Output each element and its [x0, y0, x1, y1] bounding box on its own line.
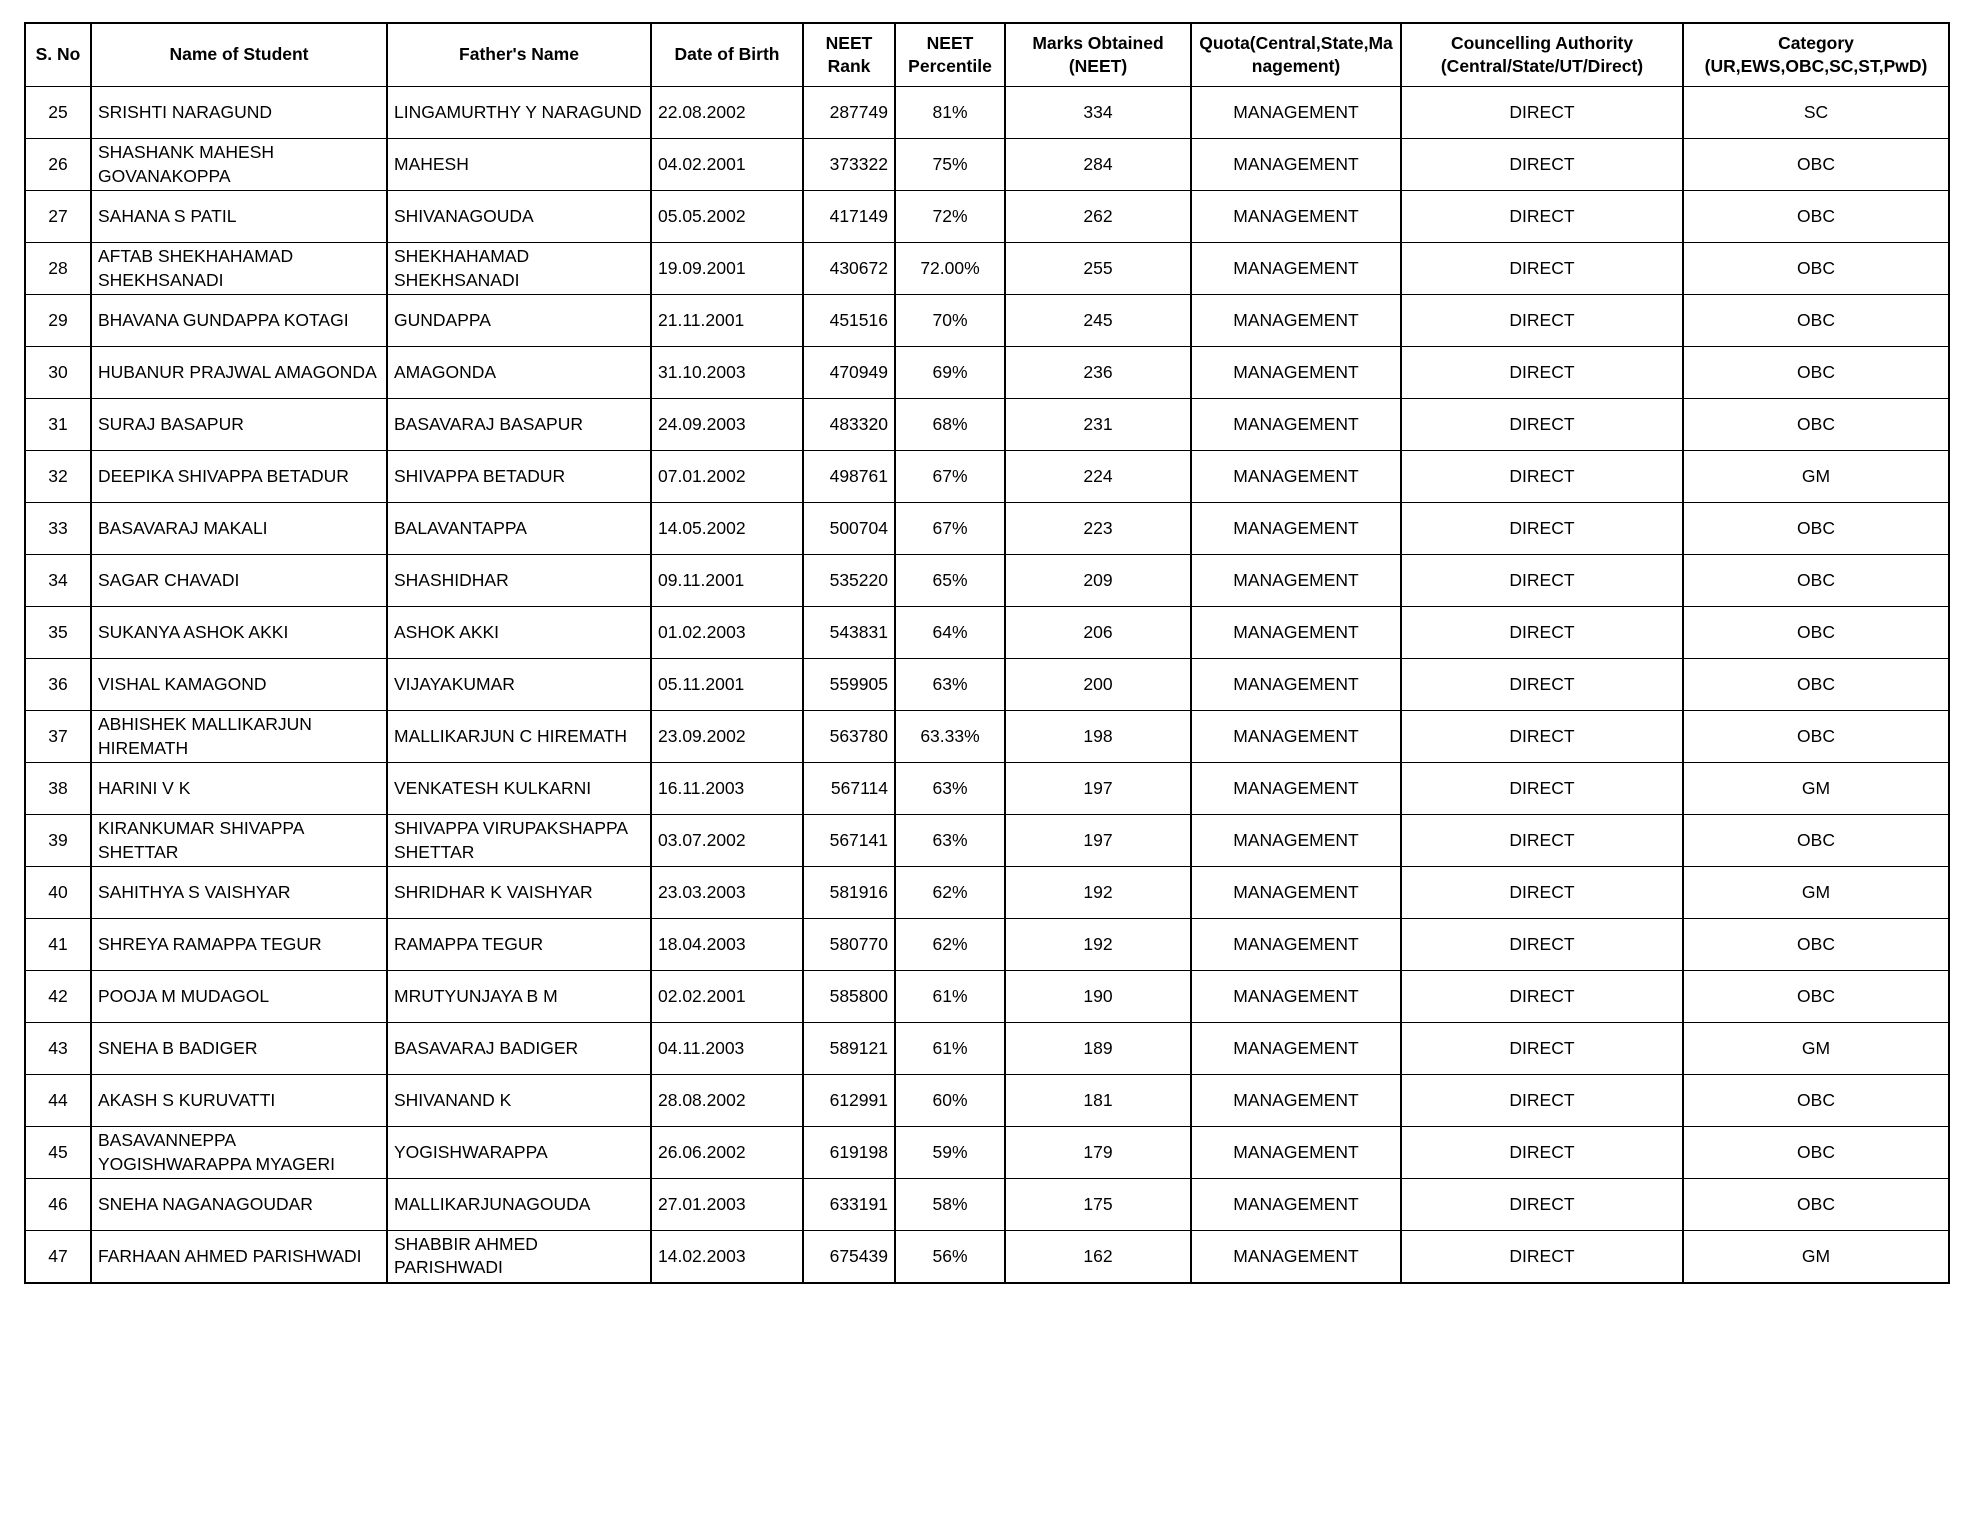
- cell-marks-obtained: 190: [1005, 971, 1191, 1023]
- cell-quota: MANAGEMENT: [1191, 711, 1401, 763]
- cell-neet-rank: 567141: [803, 815, 895, 867]
- cell-neet-rank: 500704: [803, 503, 895, 555]
- cell-marks-obtained: 224: [1005, 451, 1191, 503]
- cell-date-of-birth: 05.05.2002: [651, 191, 803, 243]
- cell-serial-number: 42: [25, 971, 91, 1023]
- column-header-marks-obtained: [1005, 23, 1191, 87]
- cell-serial-number: 32: [25, 451, 91, 503]
- table-header-row: [25, 23, 1949, 87]
- cell-serial-number: 27: [25, 191, 91, 243]
- cell-category: OBC: [1683, 347, 1949, 399]
- cell-category: GM: [1683, 867, 1949, 919]
- column-header-line: Quota(Central,State,Ma: [1199, 32, 1393, 53]
- cell-quota: MANAGEMENT: [1191, 1023, 1401, 1075]
- cell-neet-rank: 535220: [803, 555, 895, 607]
- cell-councelling-authority: DIRECT: [1401, 867, 1683, 919]
- cell-date-of-birth: 26.06.2002: [651, 1127, 803, 1179]
- cell-category: OBC: [1683, 243, 1949, 295]
- cell-serial-number: 25: [25, 87, 91, 139]
- table-row: [25, 763, 1949, 815]
- cell-serial-number: 47: [25, 1231, 91, 1283]
- cell-fathers-name: SHIVAPPA BETADUR: [387, 451, 651, 503]
- cell-fathers-name: BASAVARAJ BASAPUR: [387, 399, 651, 451]
- cell-neet-percentile: 63.33%: [895, 711, 1005, 763]
- cell-marks-obtained: 175: [1005, 1179, 1191, 1231]
- cell-neet-percentile: 62%: [895, 867, 1005, 919]
- cell-category: GM: [1683, 451, 1949, 503]
- cell-quota: MANAGEMENT: [1191, 971, 1401, 1023]
- cell-neet-rank: 470949: [803, 347, 895, 399]
- cell-quota: MANAGEMENT: [1191, 607, 1401, 659]
- column-header-line: Name of Student: [169, 44, 309, 65]
- cell-councelling-authority: DIRECT: [1401, 919, 1683, 971]
- cell-name-of-student: AKASH S KURUVATTI: [91, 1075, 387, 1127]
- cell-category: GM: [1683, 763, 1949, 815]
- cell-fathers-name: SHABBIR AHMED PARISHWADI: [387, 1231, 651, 1283]
- cell-fathers-name: RAMAPPA TEGUR: [387, 919, 651, 971]
- cell-name-of-student: KIRANKUMAR SHIVAPPA SHETTAR: [91, 815, 387, 867]
- cell-serial-number: 39: [25, 815, 91, 867]
- cell-serial-number: 29: [25, 295, 91, 347]
- cell-serial-number: 28: [25, 243, 91, 295]
- cell-date-of-birth: 24.09.2003: [651, 399, 803, 451]
- table-row: [25, 295, 1949, 347]
- cell-councelling-authority: DIRECT: [1401, 1023, 1683, 1075]
- cell-neet-percentile: 69%: [895, 347, 1005, 399]
- column-header-category: [1683, 23, 1949, 87]
- column-header-line: (Central/State/UT/Direct): [1440, 56, 1644, 76]
- column-header-line: Rank: [827, 56, 871, 76]
- cell-councelling-authority: DIRECT: [1401, 295, 1683, 347]
- cell-fathers-name: SHASHIDHAR: [387, 555, 651, 607]
- cell-marks-obtained: 231: [1005, 399, 1191, 451]
- cell-name-of-student: SRISHTI NARAGUND: [91, 87, 387, 139]
- cell-neet-percentile: 60%: [895, 1075, 1005, 1127]
- column-header-line: Percentile: [908, 56, 992, 76]
- cell-category: OBC: [1683, 503, 1949, 555]
- cell-serial-number: 31: [25, 399, 91, 451]
- cell-name-of-student: FARHAAN AHMED PARISHWADI: [91, 1231, 387, 1283]
- table-row: [25, 503, 1949, 555]
- cell-name-of-student: SURAJ BASAPUR: [91, 399, 387, 451]
- cell-date-of-birth: 09.11.2001: [651, 555, 803, 607]
- cell-marks-obtained: 223: [1005, 503, 1191, 555]
- cell-quota: MANAGEMENT: [1191, 295, 1401, 347]
- cell-serial-number: 44: [25, 1075, 91, 1127]
- cell-neet-percentile: 59%: [895, 1127, 1005, 1179]
- cell-quota: MANAGEMENT: [1191, 139, 1401, 191]
- cell-councelling-authority: DIRECT: [1401, 1075, 1683, 1127]
- cell-name-of-student: BASAVANNEPPA YOGISHWARAPPA MYAGERI: [91, 1127, 387, 1179]
- cell-date-of-birth: 31.10.2003: [651, 347, 803, 399]
- cell-fathers-name: MALLIKARJUNAGOUDA: [387, 1179, 651, 1231]
- cell-councelling-authority: DIRECT: [1401, 815, 1683, 867]
- cell-category: OBC: [1683, 1075, 1949, 1127]
- table-row: [25, 711, 1949, 763]
- column-header-line: Councelling Authority: [1450, 32, 1634, 53]
- cell-fathers-name: ASHOK AKKI: [387, 607, 651, 659]
- cell-serial-number: 46: [25, 1179, 91, 1231]
- cell-date-of-birth: 23.09.2002: [651, 711, 803, 763]
- cell-name-of-student: SNEHA B BADIGER: [91, 1023, 387, 1075]
- cell-marks-obtained: 200: [1005, 659, 1191, 711]
- cell-date-of-birth: 04.11.2003: [651, 1023, 803, 1075]
- cell-councelling-authority: DIRECT: [1401, 87, 1683, 139]
- cell-fathers-name: SHEKHAHAMAD SHEKHSANADI: [387, 243, 651, 295]
- table-body: [25, 87, 1949, 1283]
- cell-neet-rank: 589121: [803, 1023, 895, 1075]
- cell-neet-rank: 373322: [803, 139, 895, 191]
- cell-neet-percentile: 58%: [895, 1179, 1005, 1231]
- cell-marks-obtained: 192: [1005, 919, 1191, 971]
- table-row: [25, 191, 1949, 243]
- cell-councelling-authority: DIRECT: [1401, 503, 1683, 555]
- cell-name-of-student: VISHAL KAMAGOND: [91, 659, 387, 711]
- cell-date-of-birth: 14.02.2003: [651, 1231, 803, 1283]
- cell-neet-rank: 619198: [803, 1127, 895, 1179]
- cell-date-of-birth: 02.02.2001: [651, 971, 803, 1023]
- cell-quota: MANAGEMENT: [1191, 815, 1401, 867]
- cell-name-of-student: HUBANUR PRAJWAL AMAGONDA: [91, 347, 387, 399]
- cell-date-of-birth: 27.01.2003: [651, 1179, 803, 1231]
- cell-neet-percentile: 63%: [895, 815, 1005, 867]
- cell-quota: MANAGEMENT: [1191, 87, 1401, 139]
- table-header: [25, 23, 1949, 87]
- cell-marks-obtained: 179: [1005, 1127, 1191, 1179]
- cell-name-of-student: SUKANYA ASHOK AKKI: [91, 607, 387, 659]
- column-header-line: Marks Obtained: [1032, 32, 1164, 53]
- cell-serial-number: 36: [25, 659, 91, 711]
- cell-category: OBC: [1683, 607, 1949, 659]
- column-header-name-of-student: [91, 23, 387, 87]
- cell-councelling-authority: DIRECT: [1401, 971, 1683, 1023]
- cell-marks-obtained: 284: [1005, 139, 1191, 191]
- cell-category: OBC: [1683, 815, 1949, 867]
- cell-serial-number: 34: [25, 555, 91, 607]
- cell-category: OBC: [1683, 711, 1949, 763]
- cell-councelling-authority: DIRECT: [1401, 1231, 1683, 1283]
- cell-date-of-birth: 03.07.2002: [651, 815, 803, 867]
- table-row: [25, 919, 1949, 971]
- cell-quota: MANAGEMENT: [1191, 503, 1401, 555]
- table-row: [25, 347, 1949, 399]
- table-row: [25, 555, 1949, 607]
- cell-neet-rank: 585800: [803, 971, 895, 1023]
- cell-neet-percentile: 72%: [895, 191, 1005, 243]
- cell-marks-obtained: 198: [1005, 711, 1191, 763]
- cell-neet-percentile: 63%: [895, 763, 1005, 815]
- column-header-serial-number: [25, 23, 91, 87]
- student-admission-table: [24, 22, 1950, 1284]
- cell-category: OBC: [1683, 399, 1949, 451]
- cell-neet-percentile: 64%: [895, 607, 1005, 659]
- cell-councelling-authority: DIRECT: [1401, 191, 1683, 243]
- column-header-line: S. No: [35, 44, 81, 65]
- cell-fathers-name: BALAVANTAPPA: [387, 503, 651, 555]
- cell-neet-rank: 451516: [803, 295, 895, 347]
- cell-neet-rank: 559905: [803, 659, 895, 711]
- cell-category: OBC: [1683, 1127, 1949, 1179]
- cell-neet-rank: 567114: [803, 763, 895, 815]
- cell-councelling-authority: DIRECT: [1401, 1179, 1683, 1231]
- cell-marks-obtained: 181: [1005, 1075, 1191, 1127]
- cell-name-of-student: DEEPIKA SHIVAPPA BETADUR: [91, 451, 387, 503]
- cell-fathers-name: MRUTYUNJAYA B M: [387, 971, 651, 1023]
- cell-date-of-birth: 14.05.2002: [651, 503, 803, 555]
- cell-serial-number: 38: [25, 763, 91, 815]
- cell-date-of-birth: 16.11.2003: [651, 763, 803, 815]
- cell-quota: MANAGEMENT: [1191, 555, 1401, 607]
- cell-councelling-authority: DIRECT: [1401, 555, 1683, 607]
- cell-councelling-authority: DIRECT: [1401, 607, 1683, 659]
- table-row: [25, 399, 1949, 451]
- cell-councelling-authority: DIRECT: [1401, 763, 1683, 815]
- cell-marks-obtained: 262: [1005, 191, 1191, 243]
- cell-serial-number: 30: [25, 347, 91, 399]
- cell-category: GM: [1683, 1023, 1949, 1075]
- column-header-line: NEET: [926, 32, 974, 53]
- cell-date-of-birth: 18.04.2003: [651, 919, 803, 971]
- cell-category: GM: [1683, 1231, 1949, 1283]
- cell-name-of-student: SAHITHYA S VAISHYAR: [91, 867, 387, 919]
- column-header-line: (UR,EWS,OBC,SC,ST,PwD): [1704, 56, 1928, 76]
- cell-date-of-birth: 21.11.2001: [651, 295, 803, 347]
- cell-neet-percentile: 67%: [895, 451, 1005, 503]
- table-row: [25, 607, 1949, 659]
- cell-quota: MANAGEMENT: [1191, 347, 1401, 399]
- cell-name-of-student: POOJA M MUDAGOL: [91, 971, 387, 1023]
- cell-category: OBC: [1683, 919, 1949, 971]
- table-row: [25, 1127, 1949, 1179]
- cell-quota: MANAGEMENT: [1191, 191, 1401, 243]
- cell-neet-rank: 612991: [803, 1075, 895, 1127]
- cell-neet-rank: 581916: [803, 867, 895, 919]
- cell-quota: MANAGEMENT: [1191, 919, 1401, 971]
- column-header-quota: [1191, 23, 1401, 87]
- cell-neet-percentile: 65%: [895, 555, 1005, 607]
- cell-name-of-student: SHASHANK MAHESH GOVANAKOPPA: [91, 139, 387, 191]
- cell-fathers-name: SHRIDHAR K VAISHYAR: [387, 867, 651, 919]
- cell-name-of-student: SNEHA NAGANAGOUDAR: [91, 1179, 387, 1231]
- cell-councelling-authority: DIRECT: [1401, 451, 1683, 503]
- cell-marks-obtained: 334: [1005, 87, 1191, 139]
- cell-quota: MANAGEMENT: [1191, 399, 1401, 451]
- cell-neet-percentile: 67%: [895, 503, 1005, 555]
- column-header-neet-percentile: [895, 23, 1005, 87]
- cell-date-of-birth: 22.08.2002: [651, 87, 803, 139]
- table-row: [25, 659, 1949, 711]
- column-header-line: Date of Birth: [674, 44, 780, 65]
- cell-marks-obtained: 197: [1005, 815, 1191, 867]
- cell-marks-obtained: 255: [1005, 243, 1191, 295]
- cell-marks-obtained: 192: [1005, 867, 1191, 919]
- cell-marks-obtained: 209: [1005, 555, 1191, 607]
- cell-quota: MANAGEMENT: [1191, 1179, 1401, 1231]
- cell-name-of-student: HARINI V K: [91, 763, 387, 815]
- table-row: [25, 87, 1949, 139]
- cell-serial-number: 45: [25, 1127, 91, 1179]
- cell-date-of-birth: 07.01.2002: [651, 451, 803, 503]
- cell-serial-number: 37: [25, 711, 91, 763]
- cell-category: OBC: [1683, 139, 1949, 191]
- cell-category: OBC: [1683, 191, 1949, 243]
- cell-name-of-student: SAGAR CHAVADI: [91, 555, 387, 607]
- cell-neet-percentile: 68%: [895, 399, 1005, 451]
- table-row: [25, 243, 1949, 295]
- table-row: [25, 815, 1949, 867]
- column-header-neet-rank: [803, 23, 895, 87]
- cell-serial-number: 33: [25, 503, 91, 555]
- cell-neet-rank: 430672: [803, 243, 895, 295]
- cell-category: OBC: [1683, 971, 1949, 1023]
- cell-date-of-birth: 05.11.2001: [651, 659, 803, 711]
- cell-neet-percentile: 63%: [895, 659, 1005, 711]
- cell-category: OBC: [1683, 295, 1949, 347]
- cell-neet-percentile: 81%: [895, 87, 1005, 139]
- cell-quota: MANAGEMENT: [1191, 1231, 1401, 1283]
- cell-fathers-name: YOGISHWARAPPA: [387, 1127, 651, 1179]
- table-row: [25, 139, 1949, 191]
- cell-name-of-student: SAHANA S PATIL: [91, 191, 387, 243]
- cell-quota: MANAGEMENT: [1191, 1127, 1401, 1179]
- cell-date-of-birth: 23.03.2003: [651, 867, 803, 919]
- table-row: [25, 1231, 1949, 1283]
- cell-councelling-authority: DIRECT: [1401, 711, 1683, 763]
- cell-quota: MANAGEMENT: [1191, 659, 1401, 711]
- cell-marks-obtained: 236: [1005, 347, 1191, 399]
- cell-fathers-name: SHIVANAGOUDA: [387, 191, 651, 243]
- cell-marks-obtained: 189: [1005, 1023, 1191, 1075]
- cell-serial-number: 43: [25, 1023, 91, 1075]
- cell-quota: MANAGEMENT: [1191, 1075, 1401, 1127]
- cell-councelling-authority: DIRECT: [1401, 139, 1683, 191]
- cell-councelling-authority: DIRECT: [1401, 243, 1683, 295]
- table-row: [25, 971, 1949, 1023]
- table-row: [25, 451, 1949, 503]
- cell-fathers-name: GUNDAPPA: [387, 295, 651, 347]
- cell-marks-obtained: 162: [1005, 1231, 1191, 1283]
- cell-name-of-student: BHAVANA GUNDAPPA KOTAGI: [91, 295, 387, 347]
- cell-neet-rank: 543831: [803, 607, 895, 659]
- cell-neet-percentile: 75%: [895, 139, 1005, 191]
- table-row: [25, 867, 1949, 919]
- cell-name-of-student: AFTAB SHEKHAHAMAD SHEKHSANADI: [91, 243, 387, 295]
- spreadsheet-sheet: [24, 22, 1928, 1284]
- column-header-line: Father's Name: [459, 44, 579, 65]
- cell-neet-rank: 287749: [803, 87, 895, 139]
- cell-fathers-name: SHIVANAND K: [387, 1075, 651, 1127]
- column-header-line: (NEET): [1068, 56, 1128, 76]
- cell-councelling-authority: DIRECT: [1401, 399, 1683, 451]
- cell-quota: MANAGEMENT: [1191, 867, 1401, 919]
- cell-fathers-name: MALLIKARJUN C HIREMATH: [387, 711, 651, 763]
- table-row: [25, 1075, 1949, 1127]
- cell-neet-rank: 633191: [803, 1179, 895, 1231]
- cell-date-of-birth: 28.08.2002: [651, 1075, 803, 1127]
- cell-category: OBC: [1683, 1179, 1949, 1231]
- column-header-line: Category: [1778, 32, 1854, 53]
- cell-fathers-name: LINGAMURTHY Y NARAGUND: [387, 87, 651, 139]
- cell-councelling-authority: DIRECT: [1401, 1127, 1683, 1179]
- cell-name-of-student: BASAVARAJ MAKALI: [91, 503, 387, 555]
- table-row: [25, 1023, 1949, 1075]
- cell-fathers-name: BASAVARAJ BADIGER: [387, 1023, 651, 1075]
- column-header-line: NEET: [825, 32, 873, 53]
- table-row: [25, 1179, 1949, 1231]
- cell-quota: MANAGEMENT: [1191, 243, 1401, 295]
- cell-serial-number: 26: [25, 139, 91, 191]
- cell-fathers-name: SHIVAPPA VIRUPAKSHAPPA SHETTAR: [387, 815, 651, 867]
- cell-neet-rank: 675439: [803, 1231, 895, 1283]
- cell-neet-rank: 580770: [803, 919, 895, 971]
- cell-date-of-birth: 19.09.2001: [651, 243, 803, 295]
- cell-marks-obtained: 245: [1005, 295, 1191, 347]
- cell-neet-percentile: 61%: [895, 971, 1005, 1023]
- column-header-line: nagement): [1251, 56, 1341, 76]
- column-header-councelling-authority: [1401, 23, 1683, 87]
- cell-name-of-student: SHREYA RAMAPPA TEGUR: [91, 919, 387, 971]
- cell-neet-rank: 498761: [803, 451, 895, 503]
- cell-neet-percentile: 62%: [895, 919, 1005, 971]
- cell-marks-obtained: 197: [1005, 763, 1191, 815]
- cell-serial-number: 35: [25, 607, 91, 659]
- cell-quota: MANAGEMENT: [1191, 763, 1401, 815]
- cell-neet-rank: 417149: [803, 191, 895, 243]
- cell-neet-rank: 563780: [803, 711, 895, 763]
- cell-name-of-student: ABHISHEK MALLIKARJUN HIREMATH: [91, 711, 387, 763]
- cell-date-of-birth: 01.02.2003: [651, 607, 803, 659]
- cell-date-of-birth: 04.02.2001: [651, 139, 803, 191]
- cell-fathers-name: MAHESH: [387, 139, 651, 191]
- cell-fathers-name: VENKATESH KULKARNI: [387, 763, 651, 815]
- cell-serial-number: 41: [25, 919, 91, 971]
- cell-neet-percentile: 61%: [895, 1023, 1005, 1075]
- cell-fathers-name: AMAGONDA: [387, 347, 651, 399]
- cell-fathers-name: VIJAYAKUMAR: [387, 659, 651, 711]
- cell-category: OBC: [1683, 555, 1949, 607]
- cell-quota: MANAGEMENT: [1191, 451, 1401, 503]
- cell-councelling-authority: DIRECT: [1401, 659, 1683, 711]
- cell-category: OBC: [1683, 659, 1949, 711]
- cell-neet-percentile: 72.00%: [895, 243, 1005, 295]
- cell-neet-rank: 483320: [803, 399, 895, 451]
- cell-category: SC: [1683, 87, 1949, 139]
- cell-councelling-authority: DIRECT: [1401, 347, 1683, 399]
- cell-neet-percentile: 56%: [895, 1231, 1005, 1283]
- cell-neet-percentile: 70%: [895, 295, 1005, 347]
- cell-serial-number: 40: [25, 867, 91, 919]
- column-header-fathers-name: [387, 23, 651, 87]
- cell-marks-obtained: 206: [1005, 607, 1191, 659]
- column-header-date-of-birth: [651, 23, 803, 87]
